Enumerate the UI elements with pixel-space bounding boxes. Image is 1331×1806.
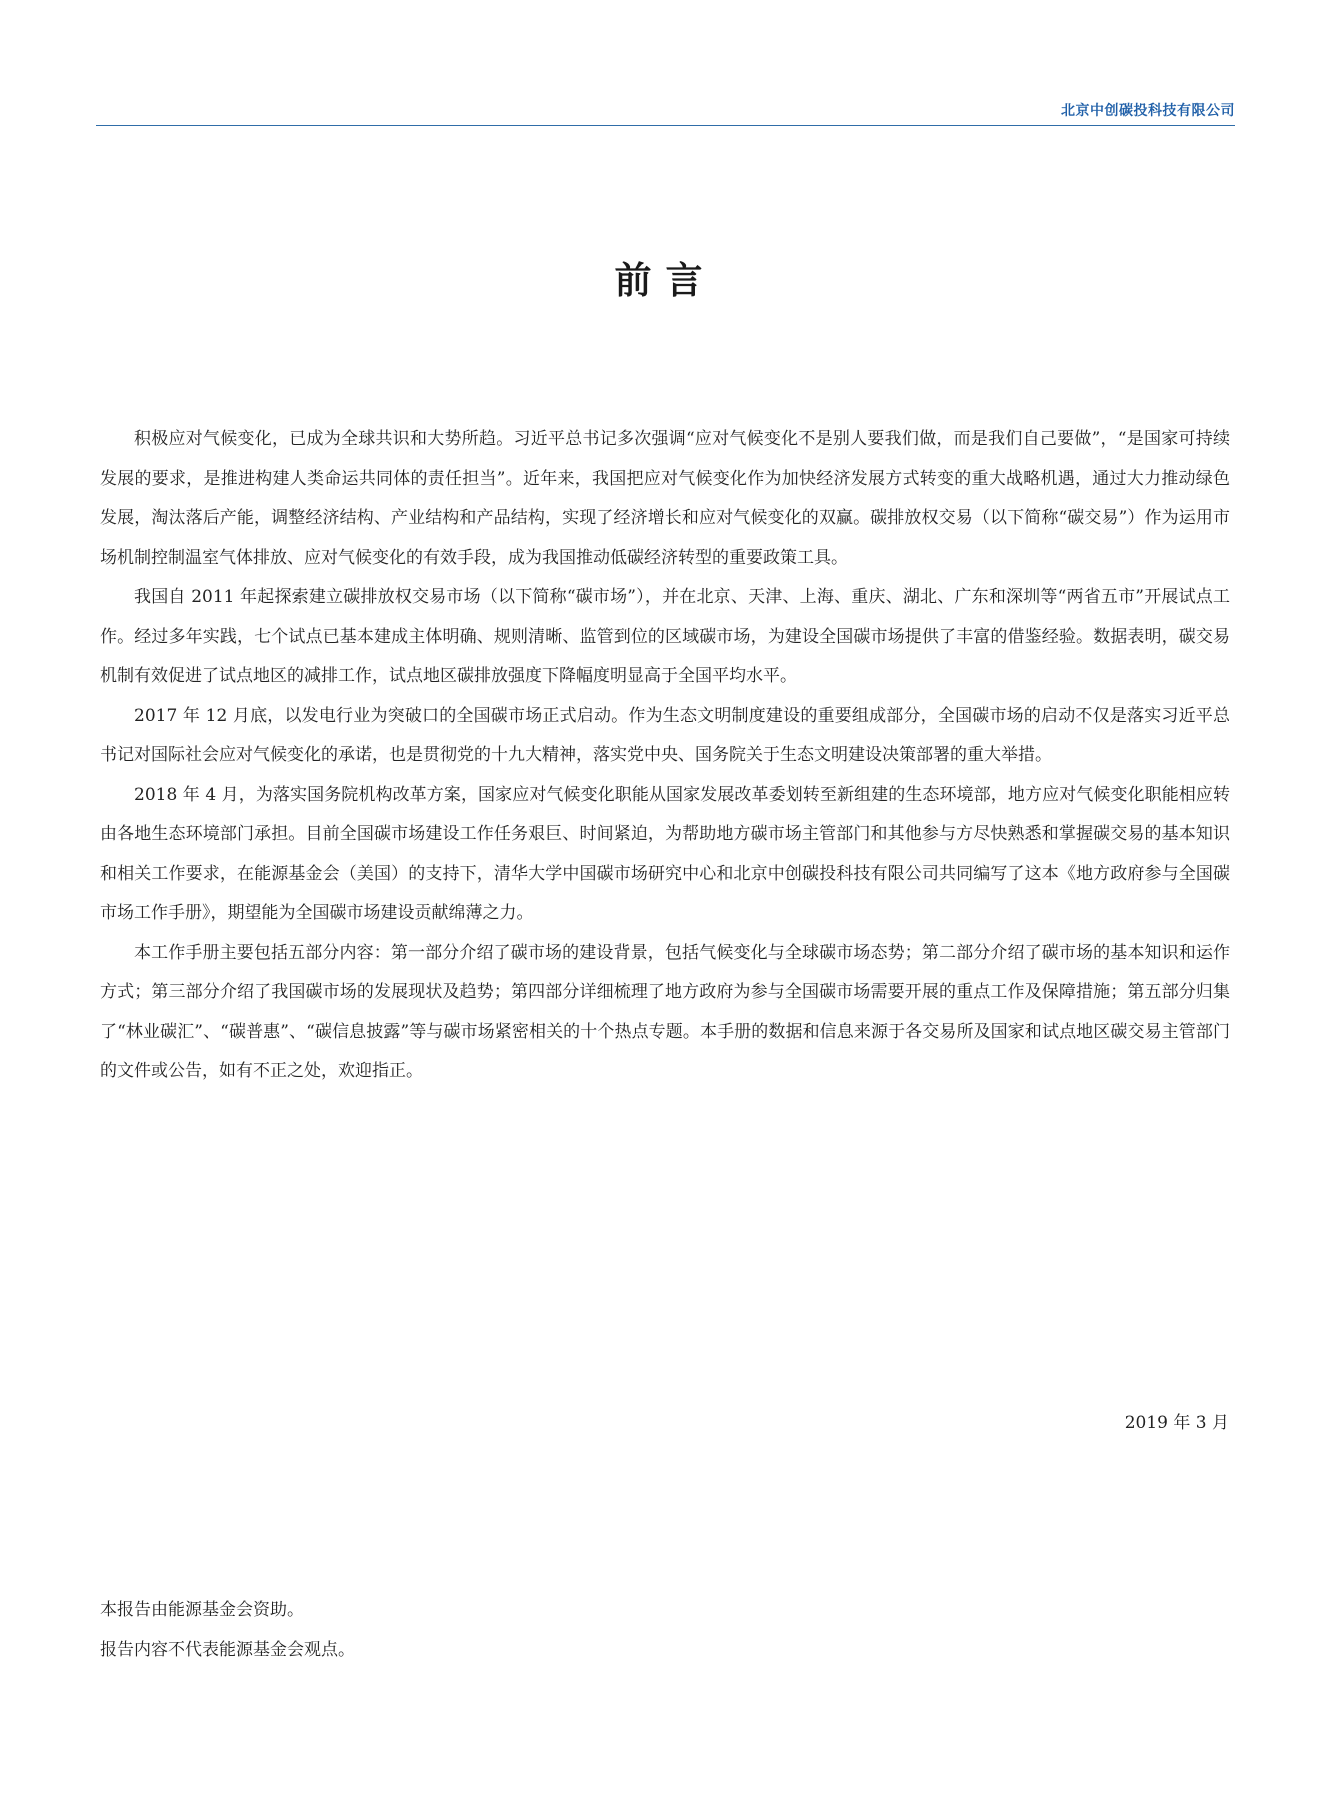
header-company-name: 北京中创碳投科技有限公司 xyxy=(1061,103,1235,119)
page-title: 前言 xyxy=(614,258,717,302)
preface-date: 2019 年 3 月 xyxy=(1124,1413,1229,1433)
preface-body xyxy=(100,420,1230,1092)
paragraph-4: 2018 年 4 月，为落实国务院机构改革方案，国家应对气候变化职能从国家发展改革委划转至新组建的生态环境部，地方应对气候变化职能相应转由各地生态环境部门承担。目前全国碳市场建设工作任务艰巨、时间紧迫，为帮助地方碳市场主管部门和其他参与方尽快熟悉和掌握碳交易的基本知识和相关工作要求，在能源基金会（美国）的支持下，清华大学中国碳市场研究中心和北京中创碳投科技有限公司共同编写了这本《地方政府参与全国碳市场工作手册》，期望能为全国碳市场建设贡献绵薄之力。 xyxy=(100,784,1230,923)
paragraph-5: 本工作手册主要包括五部分内容：第一部分介绍了碳市场的建设背景，包括气候变化与全球碳市场态势；第二部分介绍了碳市场的基本知识和运作方式；第三部分介绍了我国碳市场的发展现状及趋势；第四部分详细梳理了地方政府为参与全国碳市场需要开展的重点工作及保障措施；第五部分归集了“林业碳汇”、“碳普惠”、“碳信息披露”等与碳市场紧密相关的十个热点专题。本手册的数据和信息来源于各交易所及国家和试点地区碳交易主管部门的文件或公告，如有不正之处，欢迎指正。 xyxy=(100,942,1230,1081)
funding-notes xyxy=(100,1590,355,1670)
paragraph-2: 我国自 2011 年起探索建立碳排放权交易市场（以下简称“碳市场”），并在北京、天津、上海、重庆、湖北、广东和深圳等“两省五市”开展试点工作。经过多年实践，七个试点已基本建成主体明确、规则清晰、监管到位的区域碳市场，为建设全国碳市场提供了丰富的借鉴经验。数据表明，碳交易机制有效促进了试点地区的减排工作，试点地区碳排放强度下降幅度明显高于全国平均水平。 xyxy=(100,587,1230,686)
paragraph-3: 2017 年 12 月底，以发电行业为突破口的全国碳市场正式启动。作为生态文明制度建设的重要组成部分，全国碳市场的启动不仅是落实习近平总书记对国际社会应对气候变化的承诺，也是贯彻党的十九大精神，落实党中央、国务院关于生态文明建设决策部署的重大举措。 xyxy=(100,705,1230,765)
paragraph-1: 积极应对气候变化，已成为全球共识和大势所趋。习近平总书记多次强调“应对气候变化不是别人要我们做，而是我们自己要做”，“是国家可持续发展的要求，是推进构建人类命运共同体的责任担当”。近年来，我国把应对气候变化作为加快经济发展方式转变的重大战略机遇，通过大力推动绿色发展，淘汰落后产能，调整经济结构、产业结构和产品结构，实现了经济增长和应对气候变化的双赢。碳排放权交易（以下简称“碳交易”）作为运用市场机制控制温室气体排放、应对气候变化的有效手段，成为我国推动低碳经济转型的重要政策工具。 xyxy=(100,429,1230,568)
funding-note-1: 本报告由能源基金会资助。 xyxy=(100,1600,304,1620)
header-divider xyxy=(96,125,1235,126)
funding-note-2: 报告内容不代表能源基金会观点。 xyxy=(100,1640,355,1660)
